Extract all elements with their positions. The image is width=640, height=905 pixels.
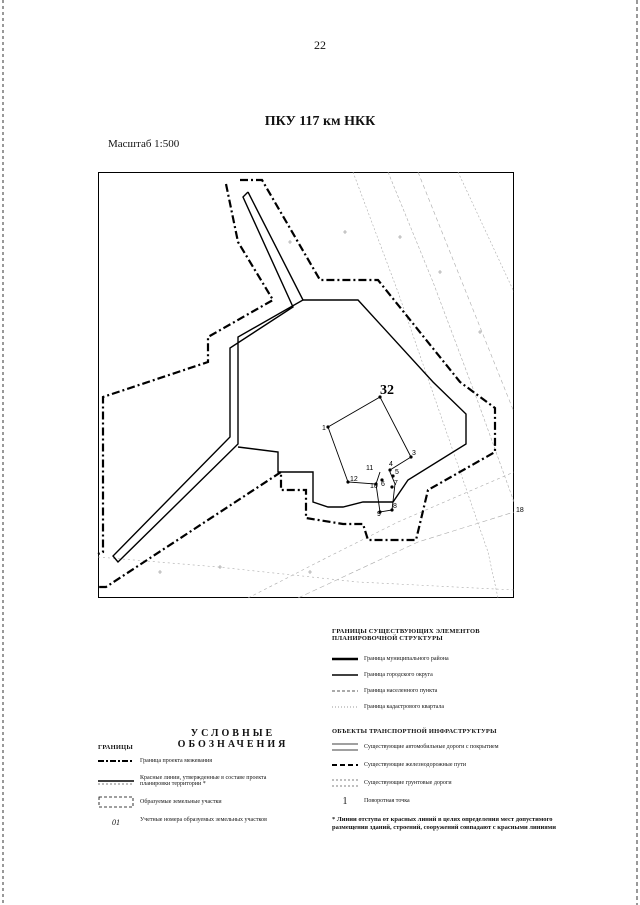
point-label: 3 bbox=[412, 450, 416, 457]
plot-number: 32 bbox=[380, 383, 394, 398]
point-label: 8 bbox=[393, 503, 397, 510]
legend-title: УСЛОВНЫЕ ОБОЗНАЧЕНИЯ bbox=[177, 728, 289, 750]
legend-item-red-lines: Красные линии, утвержденные в составе проекта планировки территории * bbox=[98, 774, 318, 788]
municipal-boundary-icon bbox=[332, 654, 358, 664]
cadastral-map bbox=[98, 172, 524, 598]
red-lines bbox=[113, 192, 303, 562]
legend-boundaries-header: ГРАНИЦЫ СУЩЕСТВУЮЩИХ ЭЛЕМЕНТОВ ПЛАНИРОВОЧНОЙ СТРУКТУРЫ bbox=[332, 628, 480, 642]
legend-transport-header: ОБЪЕКТЫ ТРАНСПОРТНОЙ ИНФРАСТРУКТУРЫ bbox=[332, 728, 497, 735]
plot-number-symbol: 01 bbox=[112, 818, 120, 827]
legend-item-cadastral: Граница кадастрового квартала bbox=[332, 702, 444, 712]
turning-point-symbol: 1 bbox=[342, 796, 348, 807]
point-label: 6 bbox=[381, 481, 385, 488]
dirt-road-icon bbox=[332, 778, 358, 788]
point-label: 5 bbox=[395, 469, 399, 476]
legend-item-railway: Существующие железнодорожные пути bbox=[332, 760, 466, 770]
project-boundary-inner bbox=[98, 184, 273, 554]
legend-boundaries-label: ГРАНИЦЫ bbox=[98, 744, 133, 751]
point-label: 9 bbox=[377, 511, 381, 518]
legend-note: * Линии отступа от красных линий в целях определения мест допустимого размещения зданий, строений, сооружений совпадают с красными линиями bbox=[332, 816, 556, 831]
legend-item-settlement: Граница населенного пункта bbox=[332, 686, 437, 696]
legend-item-paved-road: Существующие автомобильные дороги с покрытием bbox=[332, 742, 498, 752]
cadastral-background bbox=[98, 172, 514, 598]
legend-item-plot-numbers: 01 Учетные номера образуемых земельных участков bbox=[98, 812, 318, 828]
map-frame bbox=[99, 173, 514, 598]
paved-road-icon bbox=[332, 742, 358, 752]
project-boundary-icon bbox=[98, 756, 134, 766]
legend-item-project-boundary: Граница проекта межевания bbox=[98, 756, 212, 766]
grid-label: 18 bbox=[516, 507, 524, 514]
page-title: ПКУ 117 км НКК bbox=[264, 114, 376, 129]
page-number: 22 bbox=[314, 38, 326, 52]
point-label: 1 bbox=[322, 425, 326, 432]
red-lines-icon bbox=[98, 774, 134, 788]
map-scale: Масштаб 1:500 bbox=[108, 138, 180, 150]
grid-marks bbox=[158, 230, 482, 574]
turning-points bbox=[326, 395, 412, 513]
legend-item-formed-plots: Образуемые земельные участки bbox=[98, 796, 222, 808]
formed-plots-icon bbox=[98, 796, 134, 808]
settlement-boundary-icon bbox=[332, 686, 358, 696]
point-label: 10 bbox=[370, 483, 378, 490]
legend-item-city: Граница городского округа bbox=[332, 670, 433, 680]
cadastral-boundary-icon bbox=[332, 702, 358, 712]
legend-item-municipal: Граница муниципального района bbox=[332, 654, 449, 664]
city-boundary-icon bbox=[332, 670, 358, 680]
point-label: 4 bbox=[389, 461, 393, 468]
point-label: 11 bbox=[366, 465, 374, 472]
legend-item-dirt-road: Существующие грунтовые дороги bbox=[332, 778, 452, 788]
point-label: 7 bbox=[394, 480, 398, 487]
right-scan-edge bbox=[636, 0, 638, 905]
left-scan-edge bbox=[2, 0, 4, 905]
legend-item-turning-point: 1 Поворотная точка bbox=[332, 796, 410, 806]
point-label: 12 bbox=[350, 476, 358, 483]
railway-icon bbox=[332, 760, 358, 770]
